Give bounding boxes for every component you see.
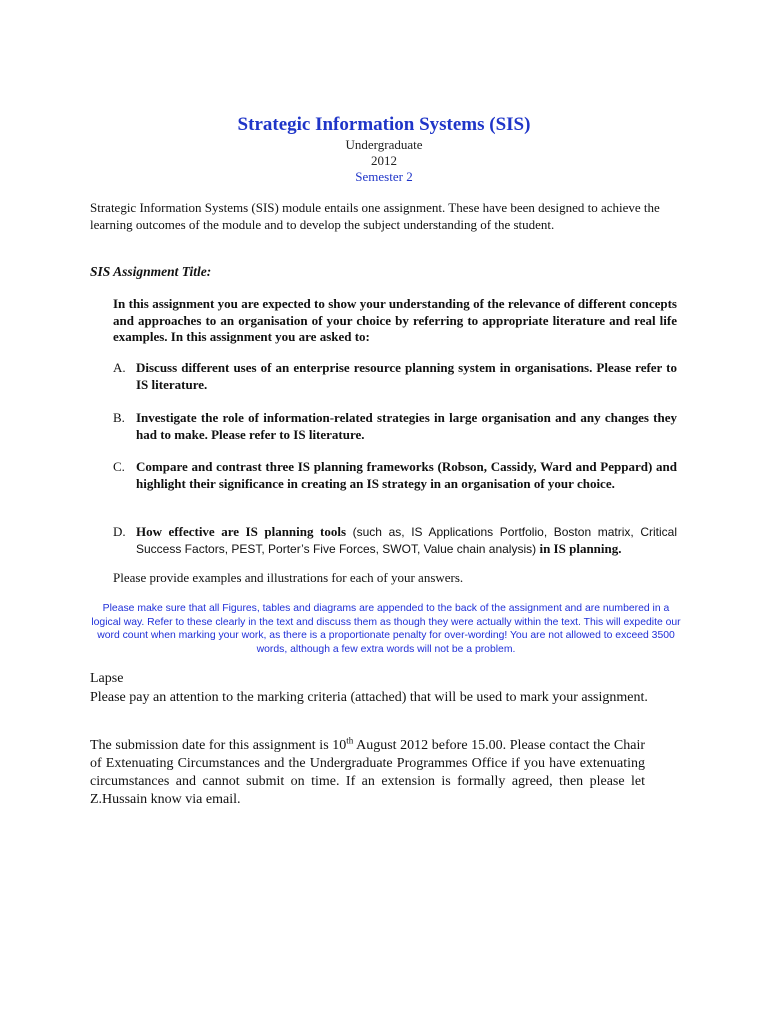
question-text: Investigate the role of information-related strategies in large organisation and any changes they had to make. Please refer to IS literature. xyxy=(136,410,677,442)
intro-paragraph: Strategic Information Systems (SIS) module entails one assignment. These have been designed to achieve the learning outcomes of the module and to develop the subject understanding of the student. xyxy=(90,200,660,232)
program-semester: Semester 2 xyxy=(355,169,413,184)
program-year: 2012 xyxy=(371,153,397,168)
question-b xyxy=(113,410,677,443)
question-text-bold-start: How effective are IS planning tools xyxy=(136,524,347,539)
submission-text-end: August 2012 before 15.00. Please contact the Chair of Extenuating Circumstances and the Undergraduate Programmes Office if you have extenuating circumstances and cannot submit on time. If an extension is formally agreed, then please let Z.Hussain know via email. xyxy=(90,738,645,807)
question-text xyxy=(136,524,677,557)
formatting-notice: Please make sure that all Figures, tables and diagrams are appended to the back of the assignment and are numbered in a logical way. Refer to these clearly in the text and discuss them as though they were actually within the text. This will expedite our word count when marking your work, as there is a proportionate penalty for over-wording! You are not allowed to exceed 3500 words, although a few extra words will not be a problem. xyxy=(91,603,681,655)
question-d xyxy=(113,524,677,557)
question-a xyxy=(113,360,677,393)
question-letter: D. xyxy=(113,524,126,539)
submission-text-start: The submission date for this assignment is 10 xyxy=(90,738,347,753)
document-title: Strategic Information Systems (SIS) xyxy=(237,114,531,135)
assignment-lead: In this assignment you are expected to show your understanding of the relevance of different concepts and approaches to an organisation of your choice by referring to appropriate literature and real life examples. In this assignment you are asked to: xyxy=(113,296,677,344)
question-text: Discuss different uses of an enterprise resource planning system in organisations. Please refer to IS literature. xyxy=(136,360,677,392)
question-text-examples: (such as, IS Applications Portfolio, Boston matrix, Critical Success Factors, PEST, Porter’s Five Forces, SWOT, Value chain analysis) xyxy=(136,525,677,556)
question-text: Compare and contrast three IS planning frameworks (Robson, Cassidy, Ward and Peppard) and highlight their significance in creating an IS strategy in an organisation of your choice. xyxy=(136,459,677,491)
submission-paragraph xyxy=(90,737,645,809)
marking-criteria-note: Please pay an attention to the marking criteria (attached) that will be used to mark your assignment. xyxy=(90,690,648,705)
question-c xyxy=(113,459,677,492)
assignment-title: SIS Assignment Title: xyxy=(90,264,212,279)
question-letter: C. xyxy=(113,459,125,474)
examples-instruction: Please provide examples and illustrations for each of your answers. xyxy=(113,570,464,585)
question-letter: B. xyxy=(113,410,125,425)
question-letter: A. xyxy=(113,360,126,375)
date-suffix: th xyxy=(346,735,354,746)
program-level: Undergraduate xyxy=(345,137,423,152)
lapse-label: Lapse xyxy=(90,671,124,686)
question-text-bold-end: in IS planning. xyxy=(539,540,622,556)
